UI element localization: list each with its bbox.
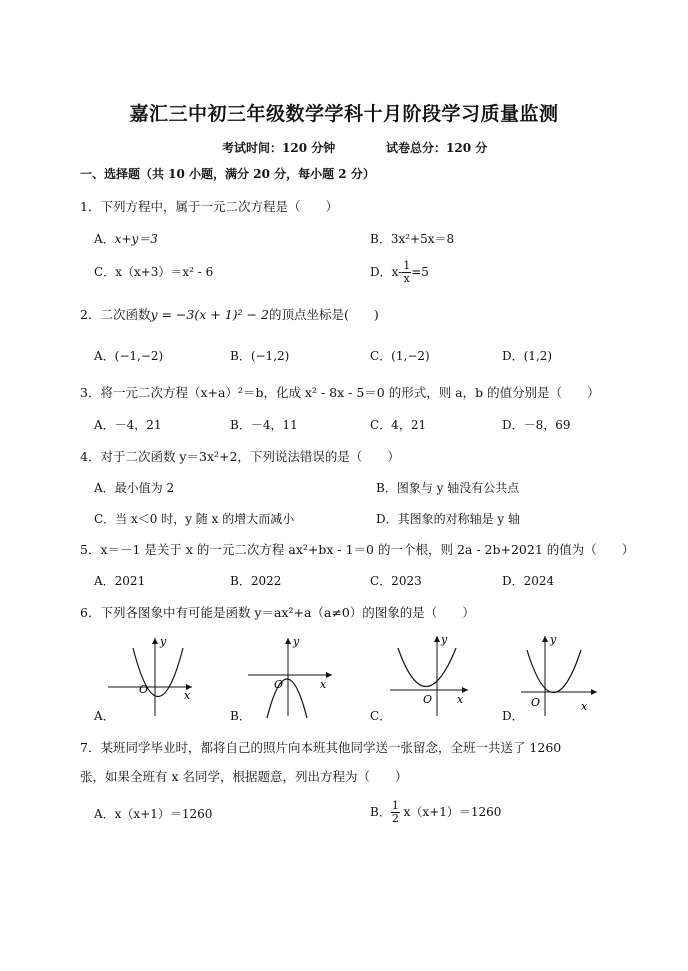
q4-option-a: A．最小值为 2 xyxy=(94,481,175,495)
parabola xyxy=(267,679,307,718)
y-axis-arrow xyxy=(285,638,291,644)
parabola xyxy=(527,650,581,693)
q2-option-c: C．(1,−2) xyxy=(370,349,430,363)
q7-option-b-fraction: $\frac{1}{2}$ xyxy=(391,799,399,825)
q2-option-d: D．(1,2) xyxy=(502,349,553,363)
x-label: x xyxy=(184,689,191,702)
parabola xyxy=(398,648,456,687)
question-5-stem: 5．x＝－1 是关于 x 的一元二次方程 ax²+bx - 1＝0 的一个根，则 2a - 2b+2021 的值为（ ） xyxy=(80,542,635,557)
y-axis-arrow xyxy=(152,638,158,644)
origin-label: O xyxy=(139,683,149,696)
q7-option-a: A．x（x+1）＝1260 xyxy=(94,807,213,821)
y-label: y xyxy=(441,633,448,646)
question-2-stem: 2．二次函数y = −3(x + 1)² − 2的顶点坐标是( ) xyxy=(80,307,379,322)
q5-option-c: C．2023 xyxy=(370,574,422,588)
q4-option-d: D．其图象的对称轴是 y 轴 xyxy=(376,512,521,526)
q1-option-c: C．x（x+3）＝x² - 6 xyxy=(94,265,214,279)
q3-option-a: A．－4，21 xyxy=(94,418,162,432)
q4-option-b: B．图象与 y 轴没有公共点 xyxy=(376,481,520,495)
question-4-stem: 4．对于二次函数 y＝3x²+2，下列说法错误的是（ ） xyxy=(80,449,400,464)
question-6-stem: 6．下列各图象中有可能是函数 y＝ax²+a（a≠0）的图象的是（ ） xyxy=(80,605,475,620)
q5-option-a: A．2021 xyxy=(94,574,146,588)
x-axis-arrow xyxy=(591,689,597,695)
q6-option-c: C． xyxy=(370,709,392,723)
q3-option-c: C．4，21 xyxy=(370,418,427,432)
q6-option-a: A． xyxy=(94,709,115,723)
y-axis-arrow xyxy=(434,636,440,642)
question-1-stem: 1．下列方程中，属于一元二次方程是（ ） xyxy=(80,199,338,214)
q5-option-d: D．2024 xyxy=(502,574,555,588)
q6-graph-b xyxy=(240,630,340,720)
x-label: x xyxy=(581,700,588,713)
y-axis-arrow xyxy=(542,636,548,642)
y-label: y xyxy=(293,635,300,648)
origin-label: O xyxy=(531,696,541,709)
section-heading: 一、选择题（共 10 小题，满分 20 分，每小题 2 分） xyxy=(80,167,375,181)
page-title: 嘉汇三中初三年级数学学科十月阶段学习质量监测 xyxy=(129,103,559,125)
q7-option-b: B． $\frac{1}{2}$ x（x+1）＝1260 xyxy=(370,799,502,825)
q6-graph-c xyxy=(380,630,480,720)
q6-option-b: B． xyxy=(230,709,251,723)
origin-label: O xyxy=(274,678,284,691)
q3-option-b: B．－4，11 xyxy=(230,418,298,432)
exam-total-score: 试卷总分：120 分 xyxy=(386,141,488,155)
q6-graph-a xyxy=(100,630,200,720)
q3-option-d: D．－8，69 xyxy=(502,418,571,432)
q6-option-d: D． xyxy=(502,709,524,723)
q1-option-a: A．x+y＝3 xyxy=(94,232,158,246)
x-label: x xyxy=(457,693,464,706)
x-axis-arrow xyxy=(326,672,332,678)
q2-option-b: B．(−1,2) xyxy=(230,349,290,363)
question-7-stem-line-1: 7．某班同学毕业时，都将自己的照片向本班其他同学送一张留念，全班一共送了 1260 xyxy=(80,740,562,755)
q1-option-b: B．3x²+5x＝8 xyxy=(370,232,455,246)
y-label: y xyxy=(550,633,557,646)
origin-label: O xyxy=(423,693,433,706)
q6-graph-d xyxy=(515,630,615,720)
q4-option-c: C．当 x＜0 时，y 随 x 的增大而减小 xyxy=(94,512,295,526)
q1-option-d-fraction: $\frac{1}{x}$ xyxy=(403,259,411,285)
q5-option-b: B．2022 xyxy=(230,574,282,588)
question-3-stem: 3．将一元二次方程（x+a）²＝b，化成 x² - 8x - 5＝0 的形式，则 a，b 的值分别是（ ） xyxy=(80,385,600,400)
q1-option-d: D．x- $\frac{1}{x}$ =5 xyxy=(370,259,429,285)
x-label: x xyxy=(320,678,327,691)
exam-time: 考试时间：120 分钟 xyxy=(222,141,336,155)
q2-option-a: A．(−1,−2) xyxy=(94,349,164,363)
question-7-stem-line-2: 张，如果全班有 x 名同学，根据题意，列出方程为（ ） xyxy=(80,769,408,784)
y-label: y xyxy=(160,635,167,648)
